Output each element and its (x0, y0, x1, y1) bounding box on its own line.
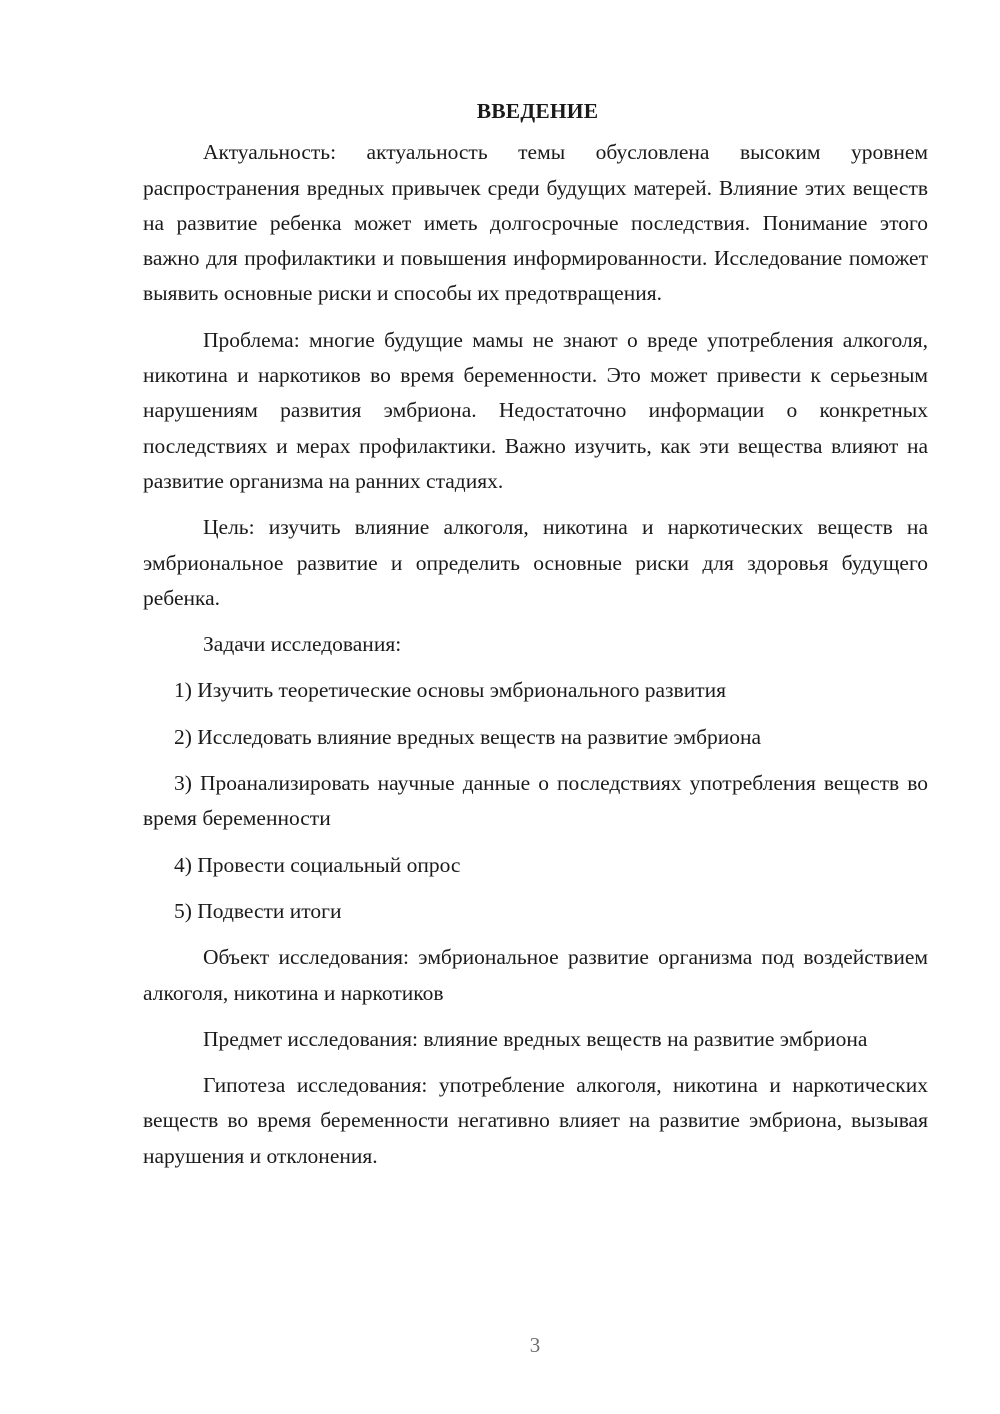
problem-paragraph: Проблема: многие будущие мамы не знают о вреде употребления алкоголя, никотина и наркотиков во время беременности. Это может привести к серьезным нарушениям развития эмбриона. Недостаточно информации о конкретных последствиях и мерах профилактики. Важно изучить, как эти вещества влияют на развитие организма на ранних стадиях. (143, 327, 928, 493)
document-body (143, 94, 928, 1174)
task-item-5: 5) Подвести итоги (174, 898, 342, 923)
tasks-heading: Задачи исследования: (203, 632, 402, 657)
subject-paragraph: Предмет исследования: влияние вредных веществ на развитие эмбриона (203, 1026, 868, 1051)
page-number: 3 (529, 1333, 541, 1357)
object-paragraph: Объект исследования: эмбриональное развитие организма под воздействием алкоголя, никотина и наркотиков (143, 945, 928, 1005)
relevance-paragraph: Актуальность: актуальность темы обусловлена высоким уровнем распространения вредных привычек среди будущих матерей. Влияние этих веществ на развитие ребенка может иметь долгосрочные последствия. Понимание этого важно для профилактики и повышения информированности. Исследование поможет выявить основные риски и способы их предотвращения. (143, 140, 928, 306)
section-title: ВВЕДЕНИЕ (476, 99, 599, 123)
hypothesis-paragraph: Гипотеза исследования: употребление алкоголя, никотина и наркотических веществ во время беременности негативно влияет на развитие эмбриона, вызывая нарушения и отклонения. (143, 1073, 928, 1168)
task-item-2: 2) Исследовать влияние вредных веществ на развитие эмбриона (174, 724, 762, 749)
task-item-3: 3) Проанализировать научные данные о последствиях употребления веществ во время беременности (143, 771, 928, 831)
goal-paragraph: Цель: изучить влияние алкоголя, никотина и наркотических веществ на эмбриональное развитие и определить основные риски для здоровья будущего ребенка. (143, 515, 928, 610)
task-item-1: 1) Изучить теоретические основы эмбрионального развития (174, 678, 726, 703)
task-item-4: 4) Провести социальный опрос (174, 852, 461, 877)
